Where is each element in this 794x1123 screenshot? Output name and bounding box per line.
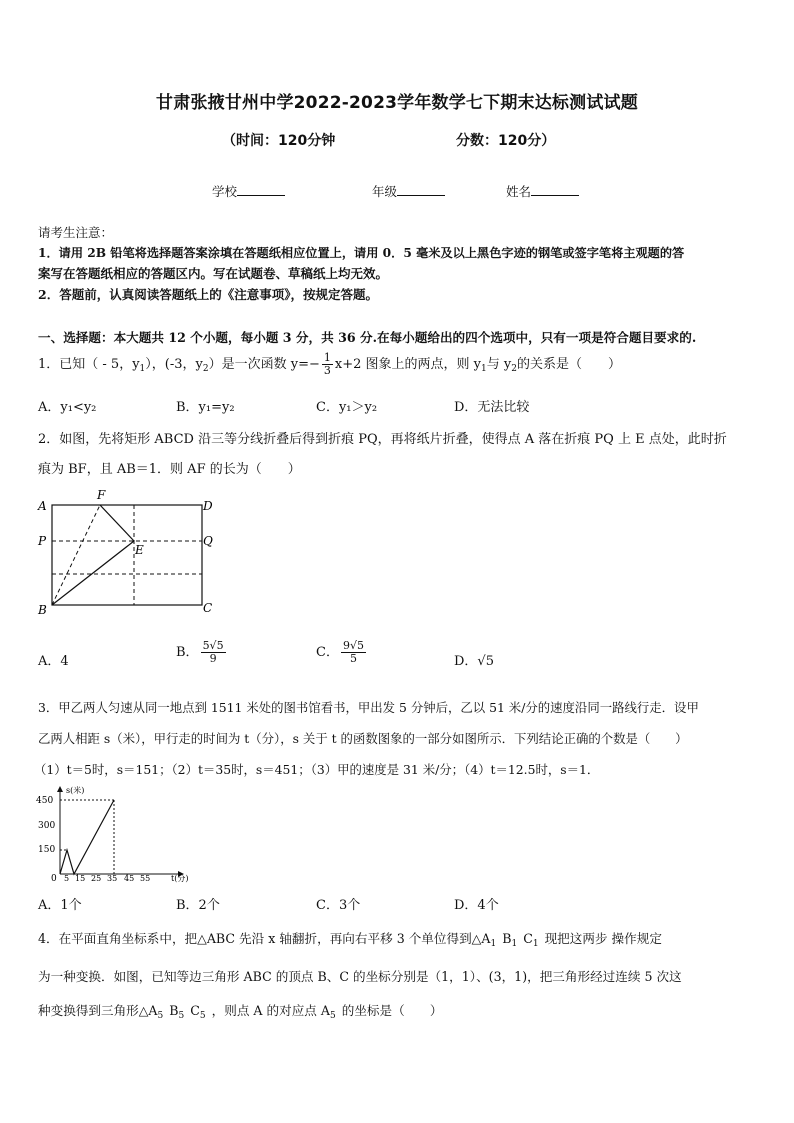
score-label: 分数：120分）: [456, 133, 556, 149]
label-c: C: [203, 601, 213, 615]
question-2-line-2: 痕为 BF，且 AB＝1．则 AF 的长为（ ）: [38, 462, 301, 477]
q1-option-c: C．y₁＞y₂: [316, 400, 378, 415]
y-axis-arrow: [57, 786, 63, 792]
label-f: F: [97, 488, 106, 502]
q1-option-a: A．y₁<y₂: [38, 400, 97, 415]
question-1: 1．已知（ - 5，$y_1$），(-3，$y_2$）是一次函数 y=− $\frac{1}{3}$ x+2 图象上的两点，则 $y_1$与 $y_2$的关系是（ ）: [38, 351, 621, 377]
y-tick-0: 0: [51, 874, 57, 884]
x-tick-55: 55: [140, 874, 151, 883]
q2-option-b: B． $\frac{5√5}{9}$: [176, 639, 224, 665]
notice-heading: 请考生注意：: [38, 225, 114, 240]
label-q: Q: [203, 534, 213, 548]
question-3-line-1: 3．甲乙两人匀速从同一地点到 1511 米处的图书馆看书，甲出发 5 分钟后，乙以 51 米/分的速度沿同一路线行走．设甲: [38, 700, 699, 715]
question-3-line-3: （1）t＝5时，s＝151；（2）t＝35时，s＝451；（3）甲的速度是 31 米/分；（4）t＝12.5时，s＝1．: [34, 762, 600, 777]
notice-line-1: 1．请用 2B 铅笔将选择题答案涂填在答题纸相应位置上，请用 0．5 毫米及以上黑色字迹的钢笔或签字笔将主观题的答: [38, 246, 685, 260]
y-tick-150: 150: [38, 845, 56, 855]
distance-time-graph: [30, 784, 190, 888]
question-4-line-3: 种变换得到三角形$\triangle A_5$ $B_5$ $C_5$ ，则点 A 的对应点 $A_5$ 的坐标是（ ）: [38, 1003, 443, 1021]
q1-option-d: D．无法比较: [454, 400, 530, 415]
rectangle-abcd: [52, 505, 202, 605]
label-a: A: [38, 499, 47, 513]
q3-option-d: D．4个: [454, 898, 499, 913]
q2-option-d: D．√5: [454, 654, 494, 669]
rectangle-fold-figure: [34, 486, 224, 618]
y-tick-450: 450: [36, 796, 54, 806]
q3-option-b: B．2个: [176, 898, 220, 913]
x-tick-35: 35: [107, 874, 118, 883]
name-field: 姓名: [506, 182, 579, 200]
question-4-line-1: 4．在平面直角坐标系中，把△ABC 先沿 x 轴翻折，再向右平移 3 个单位得到$\triangle A_1$ $B_1$ $C_1$ 现把这两步 操作规定: [38, 931, 662, 949]
label-e: E: [135, 543, 144, 557]
y-axis-label: s(米): [66, 786, 85, 795]
q1-option-b: B．y₁=y₂: [176, 400, 235, 415]
grade-field: 年级: [372, 182, 445, 200]
x-tick-25: 25: [91, 874, 102, 883]
graph-line: [60, 800, 114, 874]
x-axis-label: t(分): [171, 874, 189, 883]
notice-line-2: 案写在答题纸相应的答题区内。写在试题卷、草稿纸上均无效。: [38, 266, 389, 281]
section-heading: 一、选择题：本大题共 12 个小题，每小题 3 分，共 36 分.在每小题给出的四个选项中，只有一项是符合题目要求的.: [38, 330, 697, 345]
label-p: P: [38, 534, 47, 548]
notice-line-3: 2．答题前，认真阅读答题纸上的《注意事项》，按规定答题。: [38, 287, 378, 302]
segment-be: [52, 541, 134, 605]
label-b: B: [38, 603, 47, 617]
q3-option-c: C．3个: [316, 898, 361, 913]
x-tick-15: 15: [75, 874, 86, 883]
segment-bf-dashed: [52, 505, 100, 605]
q3-option-a: A．1个: [38, 898, 82, 913]
x-tick-45: 45: [124, 874, 135, 883]
page-title: 甘肃张掖甘州中学2022-2023学年数学七下期末达标测试试题: [156, 93, 638, 113]
x-tick-5: 5: [64, 874, 70, 883]
school-field: 学校: [212, 182, 285, 200]
label-d: D: [203, 499, 213, 513]
q2-option-a: A．4: [38, 654, 69, 669]
question-2-line-1: 2．如图，先将矩形 ABCD 沿三等分线折叠后得到折痕 PQ，再将纸片折叠，使得点 A 落在折痕 PQ 上 E 点处，此时折: [38, 432, 727, 447]
question-3-line-2: 乙两人相距 s（米），甲行走的时间为 t（分），s 关于 t 的函数图象的一部分如图所示．下列结论正确的个数是（ ）: [38, 731, 688, 746]
fraction: $\frac{1}{3}$: [323, 351, 331, 377]
y-tick-300: 300: [38, 821, 56, 831]
question-4-line-2: 为一种变换．如图，已知等边三角形 ABC 的顶点 B、C 的坐标分别是（1，1）、(3，1)，把三角形经过连续 5 次这: [38, 969, 682, 984]
q2-option-c: C． $\frac{9√5}{5}$: [316, 639, 364, 665]
time-label: （时间：120分钟: [222, 133, 336, 149]
segment-fe: [100, 505, 134, 541]
